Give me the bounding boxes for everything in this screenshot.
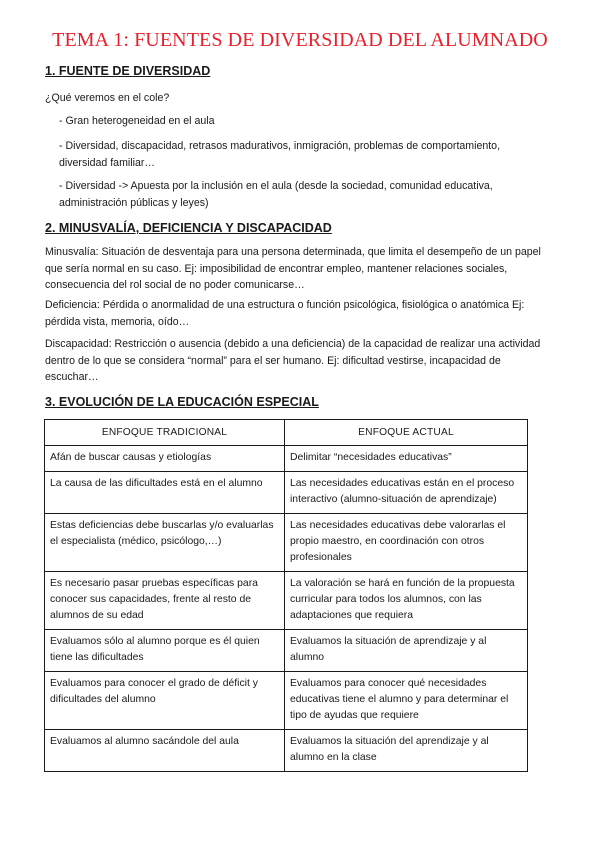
page-title: TEMA 1: FUENTES DE DIVERSIDAD DEL ALUMNADO xyxy=(52,29,548,51)
table-header-row xyxy=(45,420,528,446)
section1-bullet-3: - Diversidad -> Apuesta por la inclusión en el aula (desde la sociedad, comunidad educativa, administración públicas y leyes) xyxy=(59,180,493,209)
cell-current: Evaluamos para conocer qué necesidades educativas tiene el alumno y para determinar el tipo de ayudas que requiere xyxy=(285,672,528,730)
cell-current: Delimitar “necesidades educativas” xyxy=(285,446,528,472)
section3-heading: 3. EVOLUCIÓN DE LA EDUCACIÓN ESPECIAL xyxy=(45,395,319,409)
cell-traditional: Estas deficiencias debe buscarlas y/o evaluarlas el especialista (médico, psicólogo,…) xyxy=(45,514,285,572)
cell-current: Evaluamos la situación de aprendizaje y al alumno xyxy=(285,630,528,672)
section1-heading: 1. FUENTE DE DIVERSIDAD xyxy=(45,64,211,78)
cell-traditional: Evaluamos al alumno sacándole del aula xyxy=(45,730,285,772)
table-row xyxy=(45,446,528,472)
evolution-table xyxy=(44,419,528,772)
section1-intro: ¿Qué veremos en el cole? xyxy=(45,92,170,104)
table-row xyxy=(45,730,528,772)
cell-traditional: Evaluamos para conocer el grado de déficit y dificultades del alumno xyxy=(45,672,285,730)
table-row xyxy=(45,630,528,672)
cell-traditional: Evaluamos sólo al alumno porque es él quien tiene las dificultades xyxy=(45,630,285,672)
definition-discapacidad: Discapacidad: Restricción o ausencia (debido a una deficiencia) de la capacidad de realizar una actividad dentro de lo que se considera “normal” para el ser humano. Ej: dificultad vestirse, incapacidad de escuchar… xyxy=(45,338,541,383)
cell-current: La valoración se hará en función de la propuesta curricular para todos los alumnos, con las adaptaciones que requiera xyxy=(285,572,528,630)
cell-current: Las necesidades educativas debe valorarlas el propio maestro, en coordinación con otros profesionales xyxy=(285,514,528,572)
cell-traditional: Es necesario pasar pruebas específicas para conocer sus capacidades, frente al resto de alumnos de su edad xyxy=(45,572,285,630)
section1-bullet-1: - Gran heterogeneidad en el aula xyxy=(59,115,215,127)
table-row xyxy=(45,472,528,514)
definition-deficiencia: Deficiencia: Pérdida o anormalidad de una estructura o función psicológica, fisiológica o anatómica Ej: pérdida vista, memoria, oído… xyxy=(45,299,525,328)
cell-current: Las necesidades educativas están en el proceso interactivo (alumno-situación de aprendizaje) xyxy=(285,472,528,514)
cell-current: Evaluamos la situación del aprendizaje y al alumno en la clase xyxy=(285,730,528,772)
table-row xyxy=(45,514,528,572)
cell-traditional: Afán de buscar causas y etiologías xyxy=(45,446,285,472)
header-current: ENFOQUE ACTUAL xyxy=(285,420,528,446)
cell-traditional: La causa de las dificultades está en el alumno xyxy=(45,472,285,514)
section1-bullet-2: - Diversidad, discapacidad, retrasos madurativos, inmigración, problemas de comportamiento, diversidad familiar… xyxy=(59,140,501,169)
section2-heading: 2. MINUSVALÍA, DEFICIENCIA Y DISCAPACIDAD xyxy=(45,221,332,235)
definition-minusvalia: Minusvalía: Situación de desventaja para una persona determinada, que limita el desempeño de un papel que sería normal en su caso. Ej: imposibilidad de encontrar empleo, mantener relaciones sociales, consecuencia del rol social de no poder comunicarse… xyxy=(45,246,541,291)
table-row xyxy=(45,572,528,630)
header-traditional: ENFOQUE TRADICIONAL xyxy=(45,420,285,446)
table-row xyxy=(45,672,528,730)
